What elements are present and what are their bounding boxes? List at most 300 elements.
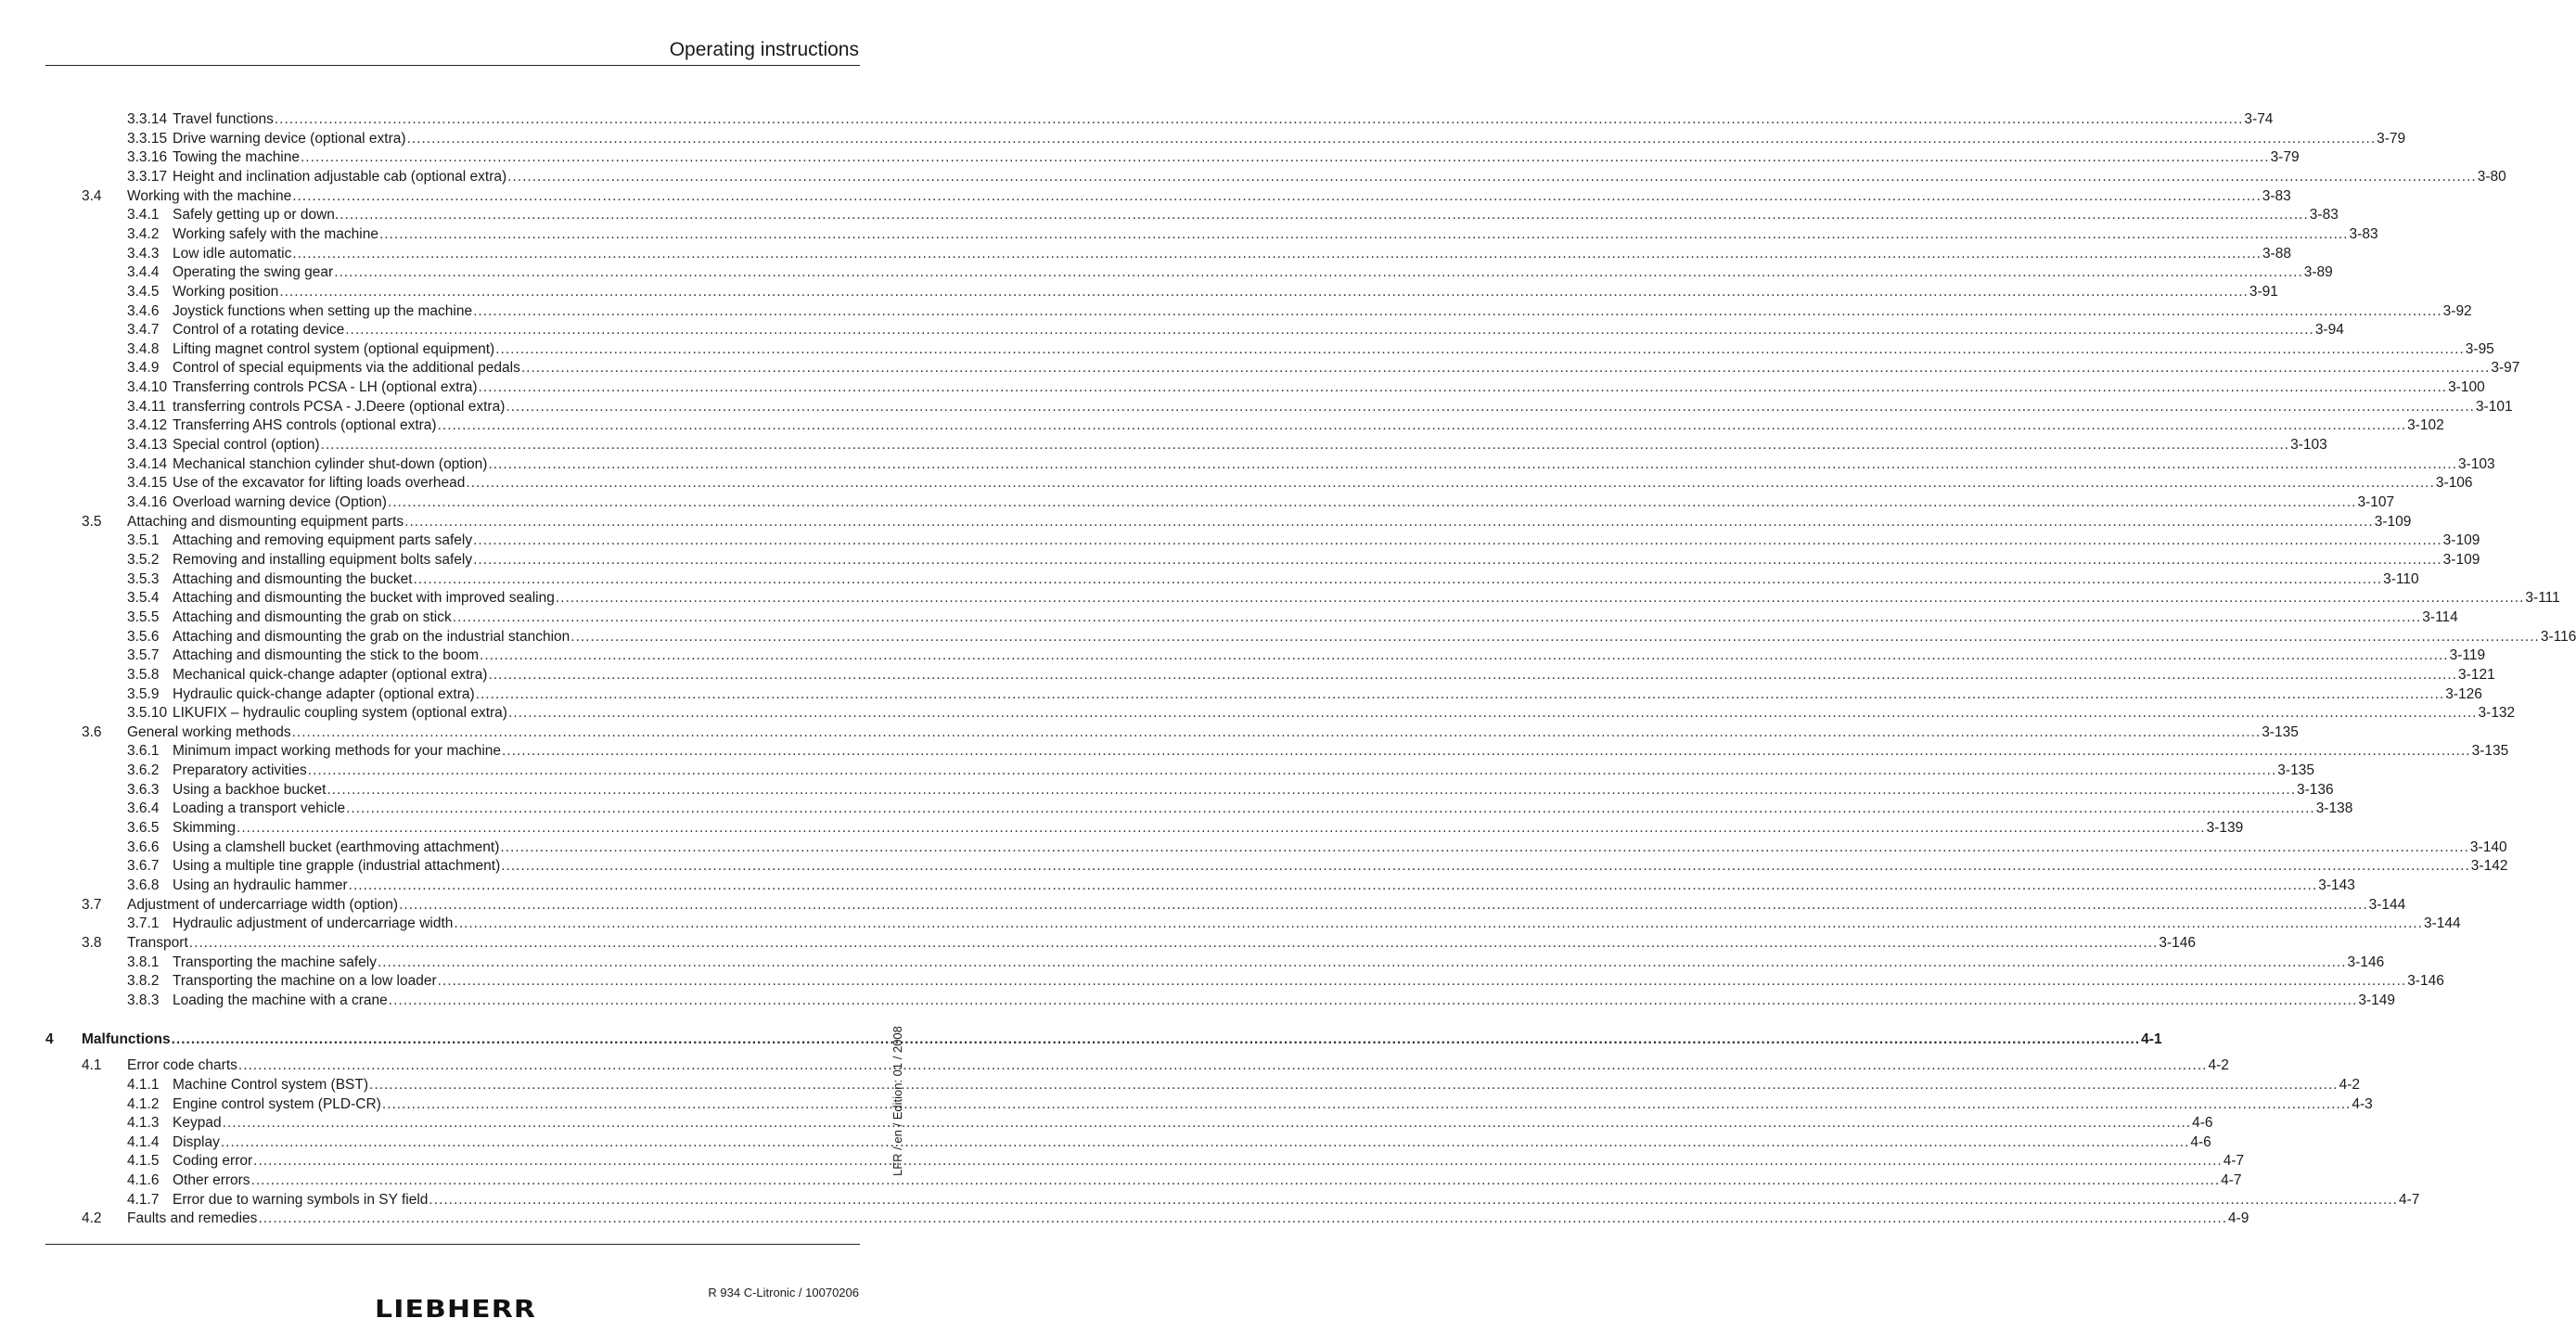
toc-entry-title: Attaching and dismounting the stick to the boom <box>173 647 480 664</box>
toc-entry-title: Mechanical quick-change adapter (optional extra) <box>173 666 488 683</box>
dot-leader: ................................................................................................................................................................................................................................................................................................................................................................................................................ <box>473 551 2442 568</box>
toc-entry-title: Transferring AHS controls (optional extra) <box>173 417 437 434</box>
toc-entry-page: 3-149 <box>2358 992 2396 1008</box>
toc-entry-line <box>173 1113 2213 1133</box>
toc-entry-line <box>127 723 2299 742</box>
toc-entry-title: Using a multiple tine grapple (industrial attachment) <box>173 858 501 875</box>
toc-entry-page: 3-97 <box>2491 360 2520 377</box>
toc-entry-page: 3-74 <box>2244 111 2274 127</box>
toc-entry-page: 3-146 <box>2347 954 2385 970</box>
toc-entry <box>0 838 2507 857</box>
toc-entry-title: Hydraulic quick-change adapter (optional extra) <box>173 685 475 702</box>
toc-entry-page: 3-79 <box>2270 149 2300 166</box>
toc-entry <box>0 358 2520 378</box>
dot-leader: ................................................................................................................................................................................................................................................................................................................................................................................................................ <box>388 992 2358 1008</box>
toc-entry <box>0 186 2291 206</box>
toc-entry-title: LIKUFIX – hydraulic coupling system (optional extra) <box>173 705 507 722</box>
toc-entry-title: Towing the machine <box>173 149 300 166</box>
toc-entry-line <box>173 876 2355 895</box>
toc-entry-page: 3-135 <box>2277 762 2314 779</box>
toc-entry-page: 3-132 <box>2478 705 2516 722</box>
dot-leader: ................................................................................................................................................................................................................................................................................................................................................................................................................ <box>327 781 2296 798</box>
dot-leader: ................................................................................................................................................................................................................................................................................................................................................................................................................ <box>222 1115 2192 1132</box>
dot-leader: ................................................................................................................................................................................................................................................................................................................................................................................................................ <box>466 475 2435 492</box>
toc-entry-number: 4.1.5 <box>127 1153 160 1170</box>
toc-entry-line <box>173 301 2472 321</box>
toc-entry-title: Keypad <box>173 1115 222 1132</box>
dot-leader: ................................................................................................................................................................................................................................................................................................................................................................................................................ <box>381 1095 2352 1112</box>
toc-entry-line <box>173 205 2339 224</box>
toc-entry-page: 3-79 <box>2377 130 2406 147</box>
toc-entry-line <box>173 665 2495 685</box>
toc-entry-title: Working safely with the machine <box>173 225 378 242</box>
toc-entry-line <box>173 531 2480 550</box>
toc-entry-line <box>173 914 2461 933</box>
toc-entry-number: 4.2 <box>82 1210 102 1227</box>
toc-entry <box>0 1190 2420 1210</box>
toc-entry-line <box>173 358 2520 378</box>
footer-document-number: R 934 C-Litronic / 10070206 <box>708 1286 859 1299</box>
toc-entry-line <box>173 703 2516 723</box>
toc-entry-number: 3.4.15 <box>127 475 168 492</box>
toc-entry-page: 3-119 <box>2449 647 2486 664</box>
toc-entry-page: 3-143 <box>2318 877 2355 893</box>
toc-entry <box>0 512 2412 531</box>
toc-entry-line <box>82 1030 2162 1049</box>
toc-entry-line <box>173 262 2333 282</box>
toc-entry <box>0 570 2419 589</box>
toc-entry-title: Low idle automatic <box>173 245 292 262</box>
toc-entry-page: 3-144 <box>2423 915 2461 932</box>
toc-entry <box>0 147 2300 167</box>
toc-entry-number: 3.6.8 <box>127 877 160 893</box>
toc-entry-number: 3.5.3 <box>127 570 160 587</box>
toc-entry-number: 3.4.1 <box>127 207 160 224</box>
toc-entry-line <box>173 320 2344 339</box>
dot-leader: ................................................................................................................................................................................................................................................................................................................................................................................................................ <box>437 973 2407 990</box>
toc-entry-number: 3.6.1 <box>127 743 160 760</box>
toc-entry-page: 3-139 <box>2206 820 2244 837</box>
dot-leader: ................................................................................................................................................................................................................................................................................................................................................................................................................ <box>500 838 2469 855</box>
toc-entry-number: 3.4.3 <box>127 245 160 262</box>
toc-entry-number: 3.3.15 <box>127 130 168 147</box>
toc-entry-title: Safely getting up or down. <box>173 207 340 224</box>
toc-entry-number: 3.4.6 <box>127 302 160 319</box>
toc-entry-number: 3.4.13 <box>127 437 168 454</box>
dot-leader: ................................................................................................................................................................................................................................................................................................................................................................................................................ <box>488 455 2458 472</box>
toc-entry-title: Use of the excavator for lifting loads overhead <box>173 475 466 492</box>
toc-entry-number: 3.3.17 <box>127 168 168 185</box>
toc-entry-page: 3-102 <box>2407 417 2444 434</box>
toc-entry-page: 3-110 <box>2383 570 2419 587</box>
toc-entry-line <box>173 741 2509 761</box>
toc-entry-page: 3-89 <box>2303 264 2333 281</box>
toc-entry-number: 3.6.4 <box>127 800 160 817</box>
toc-entry-line <box>173 1190 2420 1210</box>
dot-leader: ................................................................................................................................................................................................................................................................................................................................................................................................................ <box>307 762 2277 779</box>
dot-leader: ................................................................................................................................................................................................................................................................................................................................................................................................................ <box>320 437 2290 454</box>
toc-entry-page: 3-91 <box>2249 283 2278 300</box>
dot-leader: ................................................................................................................................................................................................................................................................................................................................................................................................................ <box>345 322 2314 339</box>
toc-entry-title: transferring controls PCSA - J.Deere (optional extra) <box>173 398 506 415</box>
toc-entry <box>0 1133 2211 1152</box>
toc-entry <box>0 454 2495 474</box>
toc-entry-number: 3.6.5 <box>127 820 160 837</box>
toc-entry-title: Engine control system (PLD-CR) <box>173 1095 381 1112</box>
toc-entry-line <box>173 838 2507 857</box>
toc-entry-title: Using a backhoe bucket <box>173 781 327 798</box>
toc-entry-title: Special control (option) <box>173 437 320 454</box>
dot-leader: ................................................................................................................................................................................................................................................................................................................................................................................................................ <box>220 1133 2190 1150</box>
toc-entry-line <box>173 550 2480 570</box>
toc-entry-line <box>173 971 2444 991</box>
toc-entry <box>0 205 2339 224</box>
toc-entry-title: Minimum impact working methods for your machine <box>173 743 502 760</box>
toc-entry-number: 3.4.9 <box>127 360 160 377</box>
toc-entry-number: 3.5.5 <box>127 608 160 625</box>
toc-entry-number: 3.5.1 <box>127 532 160 549</box>
dot-leader: ................................................................................................................................................................................................................................................................................................................................................................................................................ <box>506 398 2475 415</box>
toc-entry-number: 3.3.16 <box>127 149 168 166</box>
toc-entry <box>0 856 2508 876</box>
toc-entry <box>0 129 2406 148</box>
toc-entry-title: Overload warning device (Option) <box>173 494 387 510</box>
toc-entry-line <box>173 147 2300 167</box>
toc-entry-page: 3-83 <box>2262 187 2291 204</box>
toc-entry <box>0 167 2506 186</box>
toc-entry-title: Error due to warning symbols in SY field <box>173 1191 429 1208</box>
toc-entry-line <box>173 1094 2373 1114</box>
toc-entry-line <box>173 780 2334 800</box>
toc-entry-page: 3-106 <box>2435 475 2473 492</box>
toc-entry <box>0 1094 2373 1114</box>
dot-leader: ................................................................................................................................................................................................................................................................................................................................................................................................................ <box>404 513 2374 530</box>
dot-leader: ................................................................................................................................................................................................................................................................................................................................................................................................................ <box>399 896 2368 913</box>
dot-leader: ................................................................................................................................................................................................................................................................................................................................................................................................................ <box>480 647 2449 664</box>
toc-entry-line <box>173 244 2291 263</box>
dot-leader: ................................................................................................................................................................................................................................................................................................................................................................................................................ <box>279 283 2249 300</box>
dot-leader: ................................................................................................................................................................................................................................................................................................................................................................................................................ <box>188 934 2159 951</box>
toc-entry-line <box>173 454 2495 474</box>
toc-entry-line <box>127 512 2412 531</box>
toc-entry-page: 4-2 <box>2339 1076 2360 1093</box>
toc-entry-page: 4-9 <box>2228 1210 2249 1227</box>
dot-leader: ................................................................................................................................................................................................................................................................................................................................................................................................................ <box>473 302 2442 319</box>
toc-entry-title: Using an hydraulic hammer <box>173 877 348 893</box>
toc-entry-page: 3-88 <box>2262 245 2291 262</box>
toc-entry-title: Attaching and dismounting the bucket with improved sealing <box>173 590 555 607</box>
toc-entry <box>0 1151 2245 1171</box>
toc-entry-line <box>173 167 2506 186</box>
toc-entry-title: Operating the swing gear <box>173 264 334 281</box>
toc-entry <box>0 531 2480 550</box>
toc-entry-title: Using a clamshell bucket (earthmoving attachment) <box>173 838 500 855</box>
dot-leader: ................................................................................................................................................................................................................................................................................................................................................................................................................ <box>369 1076 2339 1093</box>
toc-entry-page: 3-109 <box>2374 513 2412 530</box>
toc-entry-number: 3.5.10 <box>127 705 168 722</box>
toc-entry-page: 3-94 <box>2314 322 2344 339</box>
toc-entry-page: 3-146 <box>2407 973 2444 990</box>
toc-entry-line <box>173 799 2353 818</box>
toc-entry-number: 3.5 <box>82 513 102 530</box>
dot-leader: ................................................................................................................................................................................................................................................................................................................................................................................................................ <box>429 1191 2398 1208</box>
dot-leader: ................................................................................................................................................................................................................................................................................................................................................................................................................ <box>253 1153 2223 1170</box>
dot-leader: ................................................................................................................................................................................................................................................................................................................................................................................................................ <box>507 705 2478 722</box>
toc-entry-title: Removing and installing equipment bolts safely <box>173 551 473 568</box>
toc-entry-title: Machine Control system (BST) <box>173 1076 369 1093</box>
toc-entry-page: 3-144 <box>2368 896 2406 913</box>
edition-side-text: LFR / en / Edition: 01 / 2008 <box>891 1026 904 1176</box>
dot-leader: ................................................................................................................................................................................................................................................................................................................................................................................................................ <box>454 915 2423 932</box>
dot-leader: ................................................................................................................................................................................................................................................................................................................................................................................................................ <box>377 954 2347 970</box>
toc-entry <box>0 895 2406 915</box>
toc-entry-page: 4-7 <box>2398 1191 2420 1208</box>
toc-entry <box>0 685 2482 704</box>
toc-entry-title: Adjustment of undercarriage width (option) <box>127 896 399 913</box>
dot-leader: ................................................................................................................................................................................................................................................................................................................................................................................................................ <box>274 111 2244 127</box>
toc-entry-page: 4-1 <box>2141 1030 2162 1047</box>
toc-entry-line <box>173 685 2482 704</box>
toc-entry-page: 3-111 <box>2525 590 2560 607</box>
toc-entry <box>0 991 2396 1010</box>
dot-leader: ................................................................................................................................................................................................................................................................................................................................................................................................................ <box>555 590 2525 607</box>
toc-entry-line <box>173 109 2274 129</box>
toc-entry-title: Coding error <box>173 1153 253 1170</box>
toc-entry-page: 3-135 <box>2471 743 2509 760</box>
toc-entry <box>0 914 2461 933</box>
toc-entry <box>0 262 2333 282</box>
toc-entry <box>0 301 2472 321</box>
toc-entry <box>0 320 2344 339</box>
toc-entry-page: 3-100 <box>2448 379 2485 396</box>
toc-entry-title: Control of a rotating device <box>173 322 345 339</box>
toc-entry-number: 3.5.2 <box>127 551 160 568</box>
toc-entry <box>0 723 2299 742</box>
toc-entry-line <box>173 493 2395 512</box>
toc-entry <box>0 244 2291 263</box>
toc-entry-page: 3-109 <box>2442 532 2480 549</box>
toc-entry-number: 3.4.4 <box>127 264 160 281</box>
toc-entry <box>0 224 2378 244</box>
toc-entry <box>0 933 2196 953</box>
toc-entry-page: 3-140 <box>2469 838 2507 855</box>
toc-entry-number: 3.7 <box>82 896 102 913</box>
toc-entry-page: 3-107 <box>2357 494 2395 510</box>
toc-entry-page: 3-121 <box>2458 666 2495 683</box>
toc-entry-title: Control of special equipments via the additional pedals <box>173 360 520 377</box>
toc-entry <box>0 741 2509 761</box>
dot-leader: ................................................................................................................................................................................................................................................................................................................................................................................................................ <box>501 858 2470 875</box>
dot-leader: ................................................................................................................................................................................................................................................................................................................................................................................................................ <box>406 130 2377 147</box>
dot-leader: ................................................................................................................................................................................................................................................................................................................................................................................................................ <box>378 225 2349 242</box>
toc-entry-number: 3.4.2 <box>127 225 160 242</box>
toc-entry-title: Error code charts <box>127 1057 237 1074</box>
toc-entry-title: Display <box>173 1133 220 1150</box>
dot-leader: ................................................................................................................................................................................................................................................................................................................................................................................................................ <box>520 360 2491 377</box>
dot-leader: ................................................................................................................................................................................................................................................................................................................................................................................................................ <box>507 168 2477 185</box>
toc-entry-title: Joystick functions when setting up the machine <box>173 302 473 319</box>
dot-leader: ................................................................................................................................................................................................................................................................................................................................................................................................................ <box>437 417 2407 434</box>
toc-entry-title: General working methods <box>127 723 291 740</box>
toc-entry-line <box>173 1133 2211 1152</box>
dot-leader: ................................................................................................................................................................................................................................................................................................................................................................................................................ <box>495 340 2465 357</box>
toc-entry-number: 4.1.1 <box>127 1076 160 1093</box>
toc-entry <box>0 473 2473 493</box>
toc-entry <box>0 761 2314 780</box>
toc-entry-title: Working position <box>173 283 279 300</box>
toc-entry-page: 3-116 <box>2540 628 2576 645</box>
toc-entry-line <box>173 473 2473 493</box>
toc-entry-line <box>173 1171 2242 1190</box>
toc-entry <box>0 627 2576 646</box>
toc-entry-line <box>127 933 2196 953</box>
dot-leader: ................................................................................................................................................................................................................................................................................................................................................................................................................ <box>348 877 2318 893</box>
toc-entry-number: 3.4.12 <box>127 417 168 434</box>
toc-entry-title: Attaching and dismounting the bucket <box>173 570 413 587</box>
toc-entry-page: 3-114 <box>2422 608 2458 625</box>
toc-entry <box>0 703 2516 723</box>
toc-entry-page: 3-135 <box>2262 723 2299 740</box>
toc-entry <box>0 818 2244 838</box>
toc-entry-title: Transporting the machine on a low loader <box>173 973 437 990</box>
toc-entry-line <box>173 397 2513 416</box>
toc-entry-number: 3.4.16 <box>127 494 168 510</box>
toc-entry <box>0 339 2494 359</box>
header-rule <box>45 65 860 66</box>
dot-leader: ................................................................................................................................................................................................................................................................................................................................................................................................................ <box>291 723 2262 740</box>
toc-entry-number: 3.4.8 <box>127 340 160 357</box>
toc-entry-number: 4.1.4 <box>127 1133 160 1150</box>
toc-entry-number: 3.6.2 <box>127 762 160 779</box>
toc-entry-line <box>127 1209 2249 1228</box>
toc-entry-number: 4.1.2 <box>127 1095 160 1112</box>
toc-entry-page: 3-101 <box>2475 398 2513 415</box>
toc-entry-number: 3.6 <box>82 723 102 740</box>
toc-entry-page: 4-7 <box>2223 1153 2245 1170</box>
dot-leader: ................................................................................................................................................................................................................................................................................................................................................................................................................ <box>413 570 2383 587</box>
toc-entry-title: Attaching and dismounting equipment parts <box>127 513 404 530</box>
toc-entry-title: Height and inclination adjustable cab (optional extra) <box>173 168 507 185</box>
toc-entry-number: 3.5.8 <box>127 666 160 683</box>
toc-entry-number: 4.1 <box>82 1057 102 1074</box>
toc-entry-title: Hydraulic adjustment of undercarriage width <box>173 915 454 932</box>
toc-entry <box>0 971 2444 991</box>
toc-entry-title: Preparatory activities <box>173 762 307 779</box>
toc-entry-title: Attaching and removing equipment parts safely <box>173 532 473 549</box>
toc-entry-page: 3-103 <box>2458 455 2495 472</box>
toc-entry-line <box>173 1151 2245 1171</box>
dot-leader: ................................................................................................................................................................................................................................................................................................................................................................................................................ <box>301 149 2270 166</box>
toc-entry-title: Mechanical stanchion cylinder shut-down (option) <box>173 455 488 472</box>
toc-entry-number: 3.4 <box>82 187 102 204</box>
dot-leader: ................................................................................................................................................................................................................................................................................................................................................................................................................ <box>258 1210 2227 1227</box>
toc-entry-line <box>127 186 2291 206</box>
toc-entry-number: 3.8.2 <box>127 973 160 990</box>
toc-entry-line <box>173 646 2486 665</box>
toc-entry <box>0 109 2274 129</box>
dot-leader: ................................................................................................................................................................................................................................................................................................................................................................................................................ <box>387 494 2357 510</box>
toc-entry-title: Loading a transport vehicle <box>173 800 346 817</box>
toc-entry-title: Travel functions <box>173 111 274 127</box>
footer-rule <box>45 1244 860 1245</box>
toc-entry <box>0 1056 2229 1075</box>
toc-entry-title: Attaching and dismounting the grab on the industrial stanchion <box>173 628 570 645</box>
toc-entry-number: 3.4.10 <box>127 379 168 396</box>
toc-entry-page: 3-103 <box>2290 437 2327 454</box>
toc-entry <box>0 799 2353 818</box>
toc-entry <box>0 646 2486 665</box>
toc-entry <box>0 397 2513 416</box>
toc-entry-page: 4-6 <box>2190 1133 2211 1150</box>
toc-entry-page: 3-126 <box>2445 685 2482 702</box>
toc-entry <box>0 1209 2249 1228</box>
toc-entry-line <box>173 224 2378 244</box>
toc-entry <box>0 665 2495 685</box>
toc-entry-line <box>173 588 2560 608</box>
dot-leader: ................................................................................................................................................................................................................................................................................................................................................................................................................ <box>292 187 2262 204</box>
toc-entry-number: 3.5.9 <box>127 685 160 702</box>
toc-entry-line <box>173 818 2244 838</box>
toc-entry-line <box>173 339 2494 359</box>
toc-entry-line <box>173 435 2327 454</box>
toc-entry-title: Transferring controls PCSA - LH (optional extra) <box>173 379 478 396</box>
toc-entry-number: 3.5.7 <box>127 647 160 664</box>
toc-entry-line <box>173 416 2444 435</box>
toc-entry-page: 3-146 <box>2159 934 2196 951</box>
toc-entry-page: 3-83 <box>2349 225 2378 242</box>
toc-entry-page: 3-109 <box>2442 551 2480 568</box>
toc-entry-title: Attaching and dismounting the grab on stick <box>173 608 452 625</box>
dot-leader: ................................................................................................................................................................................................................................................................................................................................................................................................................ <box>237 1057 2208 1074</box>
dot-leader: ................................................................................................................................................................................................................................................................................................................................................................................................................ <box>292 245 2262 262</box>
toc-entry-title: Loading the machine with a crane <box>173 992 388 1008</box>
dot-leader: ................................................................................................................................................................................................................................................................................................................................................................................................................ <box>478 379 2448 396</box>
dot-leader: ................................................................................................................................................................................................................................................................................................................................................................................................................ <box>340 207 2309 224</box>
toc-entry-number: 3.3.14 <box>127 111 168 127</box>
toc-entry-title: Faults and remedies <box>127 1210 258 1227</box>
toc-entry-page: 3-142 <box>2470 858 2508 875</box>
toc-entry-line <box>173 1075 2360 1094</box>
toc-entry-number: 3.4.11 <box>127 398 166 415</box>
toc-entry-number: 3.6.6 <box>127 838 160 855</box>
toc-entry-line <box>173 570 2419 589</box>
page-header-title: Operating instructions <box>669 39 859 60</box>
toc-entry <box>0 1075 2360 1094</box>
toc-entry <box>0 1171 2242 1190</box>
toc-entry-number: 4.1.7 <box>127 1191 160 1208</box>
toc-entry-number: 3.5.6 <box>127 628 160 645</box>
toc-entry-number: 3.6.3 <box>127 781 160 798</box>
dot-leader: ................................................................................................................................................................................................................................................................................................................................................................................................................ <box>488 666 2458 683</box>
toc-entry <box>0 608 2458 627</box>
toc-entry <box>0 780 2334 800</box>
toc-entry-number: 3.7.1 <box>127 915 160 932</box>
toc-entry <box>0 416 2444 435</box>
dot-leader: ................................................................................................................................................................................................................................................................................................................................................................................................................ <box>171 1030 2141 1047</box>
toc-entry <box>0 282 2278 301</box>
toc-entry-title: Transporting the machine safely <box>173 954 377 970</box>
toc-entry-title: Transport <box>127 934 188 951</box>
dot-leader: ................................................................................................................................................................................................................................................................................................................................................................................................................ <box>502 743 2471 760</box>
toc-entry-number: 3.4.7 <box>127 322 160 339</box>
dot-leader: ................................................................................................................................................................................................................................................................................................................................................................................................................ <box>473 532 2442 549</box>
toc-entry <box>0 588 2560 608</box>
toc-entry-line <box>173 761 2314 780</box>
toc-entry-page: 3-83 <box>2309 207 2339 224</box>
toc-entry-title: Drive warning device (optional extra) <box>173 130 406 147</box>
toc-entry-line <box>173 378 2485 397</box>
toc-entry-page: 4-2 <box>2208 1057 2229 1074</box>
